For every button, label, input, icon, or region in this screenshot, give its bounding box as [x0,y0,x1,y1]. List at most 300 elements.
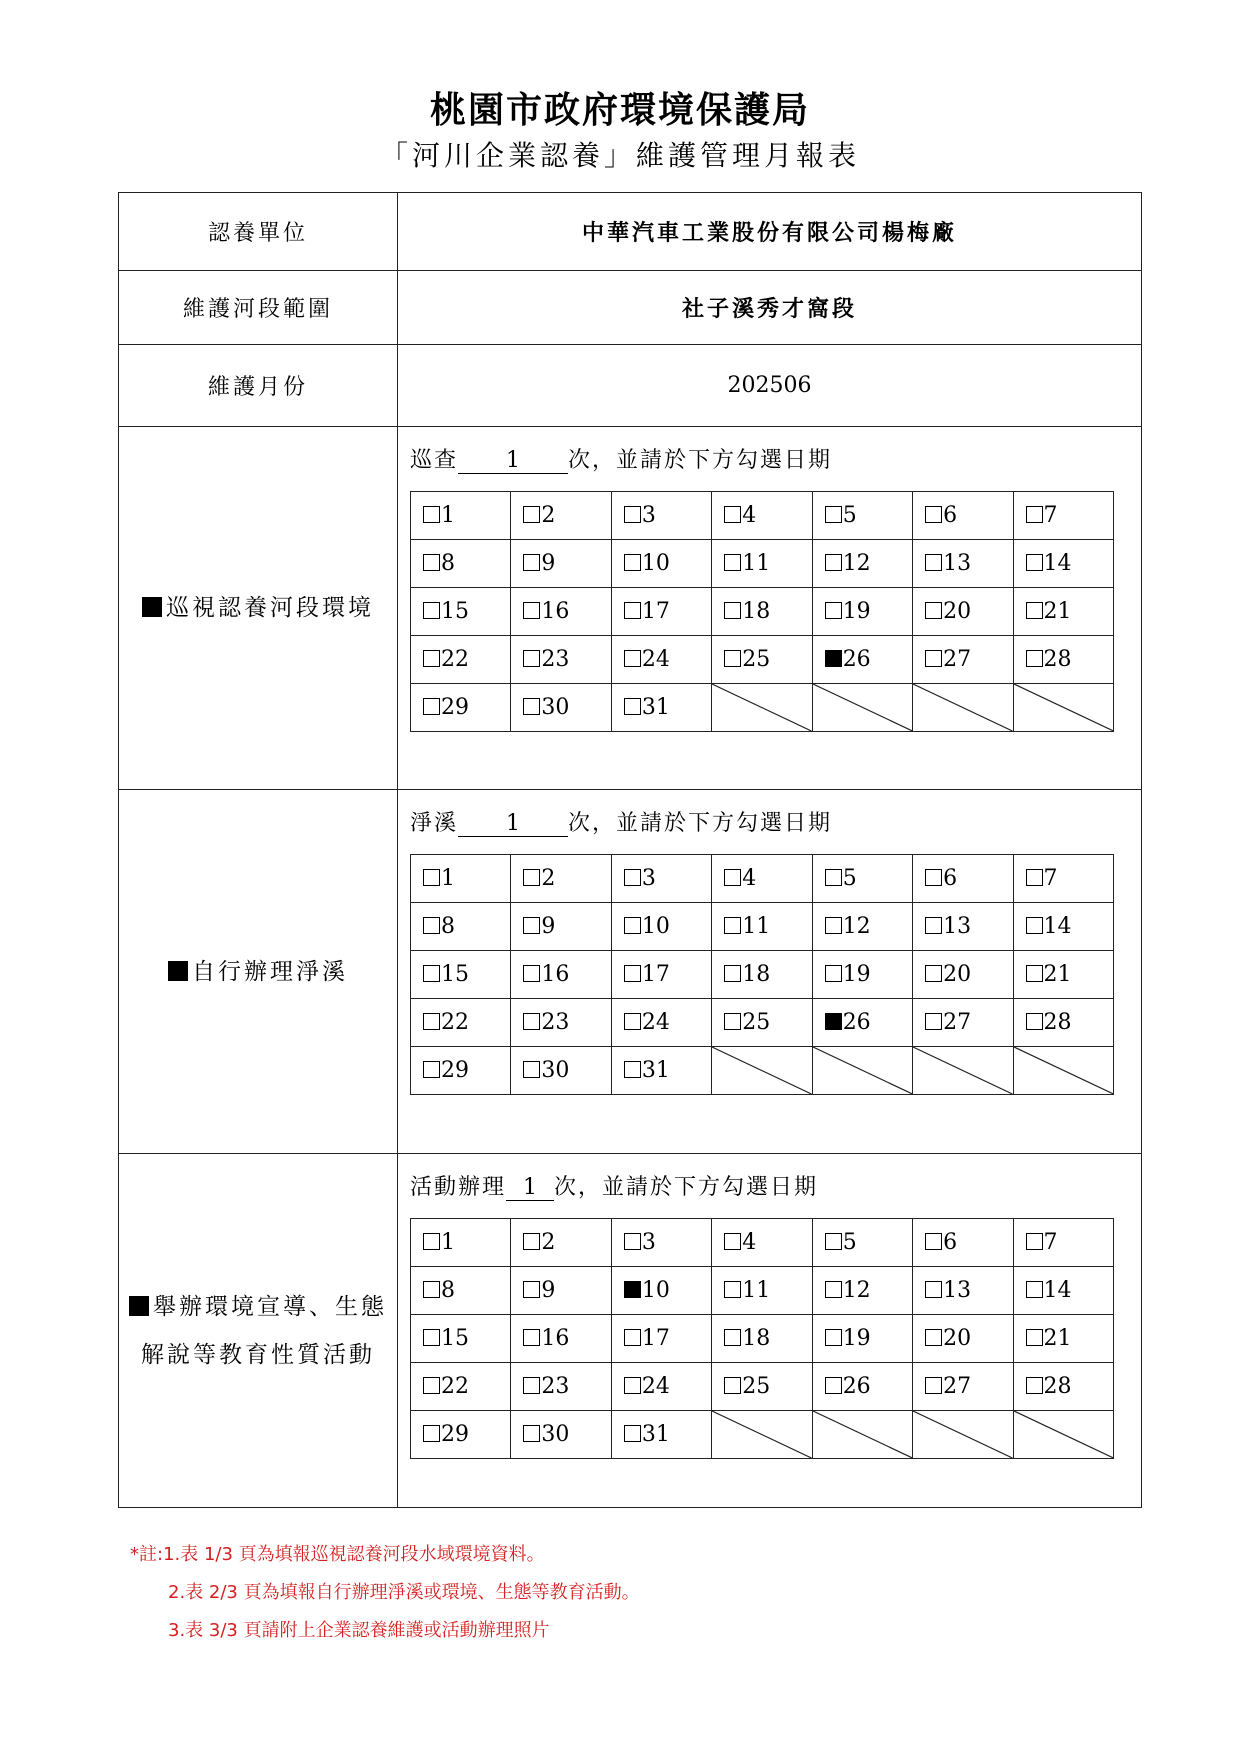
date-label: 16 [541,1326,570,1351]
checkbox[interactable] [523,965,540,982]
date-row [411,855,1114,903]
checkbox[interactable] [925,917,942,934]
date-cell[interactable] [411,684,511,732]
checkbox[interactable] [523,1425,540,1442]
checkbox[interactable] [624,650,641,667]
date-cell[interactable] [812,1267,912,1315]
count-suffix: 次，並請於下方勾選日期 [568,811,833,836]
unit-label: 認養單位 [119,193,398,271]
checkbox[interactable] [925,965,942,982]
date-cell[interactable] [1013,903,1113,951]
checkbox[interactable] [523,506,540,523]
date-label: 1 [441,1230,455,1255]
checkbox[interactable] [423,1425,440,1442]
empty-cell [712,1411,812,1459]
date-label: 25 [742,647,771,672]
checkbox[interactable] [423,917,440,934]
checkbox[interactable] [624,1281,641,1298]
date-label: 14 [1043,1278,1072,1303]
checkbox[interactable] [523,602,540,619]
date-cell[interactable] [611,1363,711,1411]
empty-cell [712,1047,812,1095]
date-label: 30 [541,695,570,720]
empty-cell [812,1047,912,1095]
date-cell[interactable] [511,1315,611,1363]
date-label: 10 [641,914,670,939]
date-cell[interactable] [511,492,611,540]
date-row [411,1363,1114,1411]
date-label: 20 [943,962,972,987]
month-value[interactable]: 202506 [398,345,1142,427]
date-label: 3 [641,1230,656,1255]
checkbox[interactable] [825,869,842,886]
note-line: *註:1.表 1/3 頁為填報巡視認養河段水域環境資料。 [130,1544,545,1565]
date-cell[interactable] [712,492,812,540]
date-cell[interactable] [913,903,1013,951]
date-cell[interactable] [812,636,912,684]
date-label: 21 [1043,962,1072,987]
checkbox[interactable] [925,506,942,523]
date-cell[interactable] [511,999,611,1047]
date-cell[interactable] [411,1363,511,1411]
date-cell[interactable] [1013,1363,1113,1411]
date-cell[interactable] [913,588,1013,636]
date-cell[interactable] [812,951,912,999]
date-cell[interactable] [511,951,611,999]
date-cell[interactable] [812,588,912,636]
checkbox[interactable] [724,917,741,934]
date-row [411,999,1114,1047]
date-cell[interactable] [611,684,711,732]
checkbox[interactable] [825,1329,842,1346]
checkbox[interactable] [1026,650,1043,667]
date-cell[interactable] [611,1267,711,1315]
checkbox[interactable] [925,1377,942,1394]
date-cell[interactable] [611,492,711,540]
date-cell[interactable] [511,684,611,732]
empty-cell [913,684,1013,732]
checkbox[interactable] [423,965,440,982]
checkbox[interactable] [1026,917,1043,934]
date-label: 16 [541,962,570,987]
diagonal-line-icon [1014,1411,1113,1458]
date-cell[interactable] [913,999,1013,1047]
range-row [119,271,1142,345]
checkbox[interactable] [925,1233,942,1250]
checkbox[interactable] [624,965,641,982]
checkbox[interactable] [423,506,440,523]
date-cell[interactable] [812,1219,912,1267]
date-label: 5 [842,866,857,891]
count-prefix: 巡查 [410,448,459,473]
checkbox[interactable] [624,506,641,523]
checkbox[interactable] [523,698,540,715]
range-value[interactable]: 社子溪秀才窩段 [398,271,1142,345]
date-label: 6 [943,503,958,528]
checkbox[interactable] [825,1233,842,1250]
date-cell[interactable] [712,588,812,636]
date-cell[interactable] [511,1219,611,1267]
checkbox[interactable] [1026,554,1043,571]
count-input[interactable]: 1 [458,448,568,474]
checkbox[interactable] [423,1013,440,1030]
date-cell[interactable] [1013,1315,1113,1363]
date-label: 12 [842,1278,871,1303]
checkbox[interactable] [1026,1281,1043,1298]
date-label: 2 [541,503,556,528]
date-label: 15 [441,962,469,987]
checkbox[interactable] [1026,1013,1043,1030]
checkbox[interactable] [825,602,842,619]
date-cell[interactable] [411,1047,511,1095]
date-cell[interactable] [411,951,511,999]
checkbox[interactable] [423,1329,440,1346]
date-cell[interactable] [611,636,711,684]
date-cell[interactable] [411,1315,511,1363]
date-cell[interactable] [611,1315,711,1363]
checkbox[interactable] [523,1377,540,1394]
checkbox[interactable] [724,1233,741,1250]
diagonal-line-icon [813,1047,912,1094]
checkbox[interactable] [624,917,641,934]
date-row [411,684,1114,732]
date-cell[interactable] [611,1219,711,1267]
date-cell[interactable] [812,1315,912,1363]
date-label: 23 [541,647,570,672]
date-label: 12 [842,914,871,939]
checkbox[interactable] [624,698,641,715]
date-cell[interactable] [611,999,711,1047]
date-label: 29 [441,1058,469,1083]
checkbox[interactable] [423,1061,440,1078]
empty-cell [913,1047,1013,1095]
date-cell[interactable] [1013,588,1113,636]
date-cell[interactable] [611,1047,711,1095]
date-label: 9 [541,551,556,576]
checkbox[interactable] [523,650,540,667]
checkbox[interactable] [925,1329,942,1346]
date-cell[interactable] [913,1219,1013,1267]
date-row [411,1047,1114,1095]
date-cell[interactable] [411,855,511,903]
date-label: 28 [1043,647,1072,672]
checkbox[interactable] [1026,1329,1043,1346]
checkbox[interactable] [624,1329,641,1346]
date-cell[interactable] [611,588,711,636]
date-cell[interactable] [712,1267,812,1315]
date-cell[interactable] [511,1267,611,1315]
date-cell[interactable] [913,636,1013,684]
checkbox[interactable] [1026,869,1043,886]
date-label: 6 [943,866,958,891]
date-row [411,540,1114,588]
checkbox[interactable] [825,1377,842,1394]
date-cell[interactable] [712,636,812,684]
checkbox[interactable] [523,917,540,934]
checkbox[interactable] [624,1425,641,1442]
date-label: 11 [742,1278,771,1303]
empty-cell [1013,684,1113,732]
checkbox[interactable] [423,1233,440,1250]
date-cell[interactable] [812,540,912,588]
date-label: 30 [541,1422,570,1447]
checkbox[interactable] [1026,1233,1043,1250]
date-cell[interactable] [913,951,1013,999]
checkbox[interactable] [925,869,942,886]
checkbox[interactable] [624,554,641,571]
checkbox[interactable] [523,1233,540,1250]
date-cell[interactable] [1013,855,1113,903]
date-cell[interactable] [511,1411,611,1459]
date-label: 28 [1043,1374,1072,1399]
date-label: 14 [1043,551,1072,576]
date-cell[interactable] [913,1267,1013,1315]
checkbox[interactable] [825,554,842,571]
date-label: 5 [842,503,857,528]
checkbox[interactable] [423,869,440,886]
date-cell[interactable] [611,951,711,999]
checkbox[interactable] [724,1329,741,1346]
date-label: 15 [441,599,469,624]
checkbox[interactable] [523,1329,540,1346]
date-cell[interactable] [511,855,611,903]
date-cell[interactable] [812,855,912,903]
section-label-cell [119,427,398,790]
date-cell[interactable] [712,855,812,903]
checked-box-icon[interactable] [168,961,188,981]
unit-value[interactable]: 中華汽車工業股份有限公司楊梅廠 [398,193,1142,271]
date-cell[interactable] [411,999,511,1047]
checkbox[interactable] [724,965,741,982]
checkbox[interactable] [925,554,942,571]
date-cell[interactable] [611,540,711,588]
checkbox[interactable] [925,602,942,619]
date-cell[interactable] [411,1411,511,1459]
checkbox[interactable] [925,1281,942,1298]
checkbox[interactable] [724,1281,741,1298]
date-row [411,492,1114,540]
date-label: 10 [641,551,670,576]
checkbox[interactable] [423,650,440,667]
date-label: 4 [742,866,757,891]
section-education [119,1154,1142,1508]
diagonal-line-icon [1014,684,1113,731]
checkbox[interactable] [1026,1377,1043,1394]
checkbox[interactable] [724,650,741,667]
date-label: 21 [1043,599,1072,624]
date-label: 20 [943,1326,972,1351]
date-label: 1 [441,866,455,891]
date-cell[interactable] [511,636,611,684]
date-label: 2 [541,866,556,891]
checkbox[interactable] [1026,506,1043,523]
date-label: 8 [441,1278,455,1303]
count-line [398,790,1141,834]
checkbox[interactable] [724,1377,741,1394]
section-label-cell [119,790,398,1154]
date-label: 4 [742,503,757,528]
date-cell[interactable] [411,1219,511,1267]
checkbox[interactable] [724,869,741,886]
checkbox[interactable] [925,1013,942,1030]
unit-row [119,193,1142,271]
checkbox[interactable] [523,1013,540,1030]
notes [130,1536,640,1650]
date-cell[interactable] [1013,1219,1113,1267]
date-label: 30 [541,1058,570,1083]
checked-box-icon[interactable] [142,597,162,617]
date-grid [410,1218,1114,1459]
date-cell[interactable] [1013,492,1113,540]
checkbox[interactable] [825,965,842,982]
checkbox[interactable] [825,650,842,667]
date-cell[interactable] [511,903,611,951]
date-cell[interactable] [1013,636,1113,684]
date-cell[interactable] [411,540,511,588]
date-row [411,951,1114,999]
month-label: 維護月份 [119,345,398,427]
date-cell[interactable] [712,540,812,588]
checkbox[interactable] [624,1233,641,1250]
date-label: 18 [742,599,771,624]
date-label: 25 [742,1374,771,1399]
date-label: 17 [641,599,670,624]
date-cell[interactable] [712,1363,812,1411]
count-suffix: 次，並請於下方勾選日期 [568,448,833,473]
checkbox[interactable] [825,917,842,934]
date-grid [410,854,1114,1095]
date-label: 26 [842,647,871,672]
date-label: 13 [943,551,972,576]
checkbox[interactable] [724,506,741,523]
date-label: 9 [541,1278,556,1303]
checkbox[interactable] [423,602,440,619]
checkbox[interactable] [523,869,540,886]
count-suffix: 次，並請於下方勾選日期 [554,1175,819,1200]
date-label: 17 [641,1326,670,1351]
date-cell[interactable] [812,903,912,951]
date-cell[interactable] [611,1411,711,1459]
checkbox[interactable] [423,1377,440,1394]
date-cell[interactable] [913,492,1013,540]
date-cell[interactable] [812,1363,912,1411]
date-label: 24 [641,1374,670,1399]
checkbox[interactable] [825,1013,842,1030]
date-label: 9 [541,914,556,939]
date-label: 6 [943,1230,958,1255]
date-cell[interactable] [1013,540,1113,588]
count-input[interactable]: 1 [458,811,568,837]
date-cell[interactable] [1013,951,1113,999]
checkbox[interactable] [423,554,440,571]
date-label: 23 [541,1374,570,1399]
date-label: 29 [441,1422,469,1447]
empty-cell [712,684,812,732]
date-cell[interactable] [812,492,912,540]
diagonal-line-icon [712,1047,811,1094]
date-cell[interactable] [411,903,511,951]
diagonal-line-icon [813,1411,912,1458]
checkbox[interactable] [825,506,842,523]
count-prefix: 淨溪 [410,811,459,836]
checkbox[interactable] [925,650,942,667]
date-cell[interactable] [411,636,511,684]
date-label: 19 [842,599,871,624]
checkbox[interactable] [624,869,641,886]
checkbox[interactable] [825,1281,842,1298]
checkbox[interactable] [624,602,641,619]
checkbox[interactable] [523,1061,540,1078]
date-cell[interactable] [511,1047,611,1095]
date-cell[interactable] [411,1267,511,1315]
date-cell[interactable] [913,855,1013,903]
date-cell[interactable] [812,999,912,1047]
diagonal-line-icon [913,1411,1012,1458]
date-label: 7 [1043,503,1058,528]
range-label: 維護河段範圍 [119,271,398,345]
checkbox[interactable] [724,602,741,619]
date-cell[interactable] [913,1363,1013,1411]
checkbox[interactable] [423,698,440,715]
date-cell[interactable] [712,951,812,999]
section-label [119,1283,397,1379]
date-cell[interactable] [913,540,1013,588]
checkbox[interactable] [624,1061,641,1078]
date-label: 1 [441,503,455,528]
date-label: 26 [842,1374,871,1399]
checkbox[interactable] [523,554,540,571]
date-row [411,636,1114,684]
date-cell[interactable] [611,903,711,951]
date-cell[interactable] [712,1315,812,1363]
date-cell[interactable] [1013,999,1113,1047]
checkbox[interactable] [523,1281,540,1298]
count-input[interactable]: 1 [506,1175,554,1201]
checkbox[interactable] [624,1377,641,1394]
date-cell[interactable] [712,903,812,951]
date-cell[interactable] [712,999,812,1047]
date-label: 3 [641,866,656,891]
date-cell[interactable] [913,1315,1013,1363]
date-cell[interactable] [611,855,711,903]
checkbox[interactable] [724,554,741,571]
date-cell[interactable] [411,588,511,636]
date-cell[interactable] [712,1219,812,1267]
section-label-cell [119,1154,398,1508]
date-cell[interactable] [511,540,611,588]
date-cell[interactable] [511,588,611,636]
checkbox[interactable] [624,1013,641,1030]
date-label: 16 [541,599,570,624]
checkbox[interactable] [1026,602,1043,619]
page-subtitle: 「河川企業認養」維護管理月報表 [379,139,860,172]
date-label: 19 [842,1326,871,1351]
checked-box-icon[interactable] [129,1296,149,1316]
checkbox[interactable] [423,1281,440,1298]
section-label-line: 自行辦理淨溪 [192,958,348,985]
date-cell[interactable] [511,1363,611,1411]
date-cell[interactable] [411,492,511,540]
date-label: 14 [1043,914,1072,939]
date-cell[interactable] [1013,1267,1113,1315]
date-row [411,1315,1114,1363]
date-label: 17 [641,962,670,987]
checkbox[interactable] [1026,965,1043,982]
checkbox[interactable] [724,1013,741,1030]
date-label: 31 [641,1058,670,1083]
section-body [398,790,1142,1154]
section-label [119,948,397,996]
